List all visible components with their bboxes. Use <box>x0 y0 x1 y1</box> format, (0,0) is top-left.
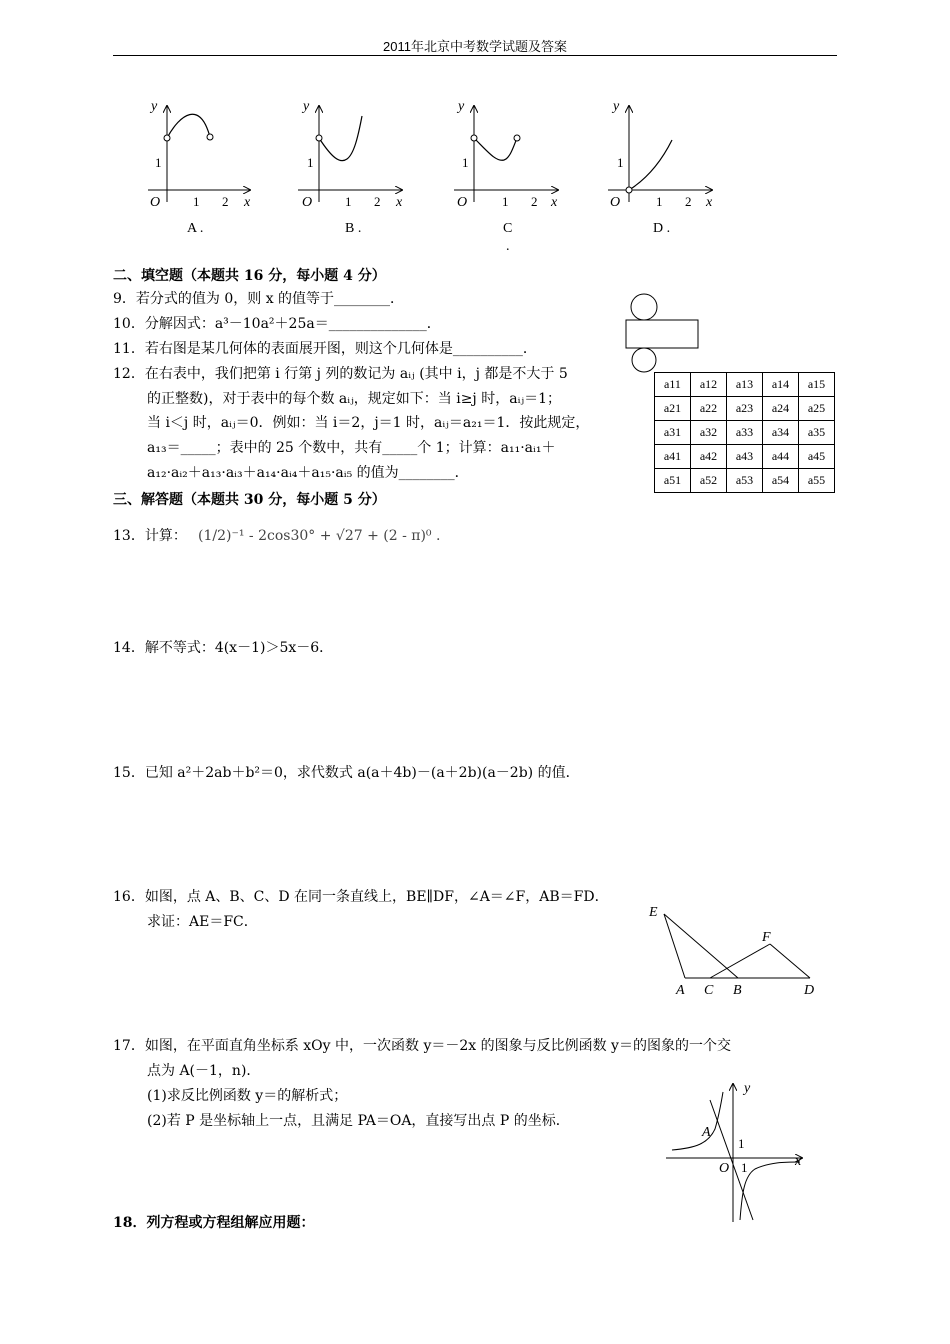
question-13-label: 13．计算： <box>113 528 187 544</box>
segment-fd <box>770 944 810 978</box>
matrix-cell: a43 <box>727 445 763 469</box>
axis-y: y <box>458 99 465 114</box>
origin: O <box>610 195 621 210</box>
graph-d <box>608 99 713 236</box>
point-a: A <box>702 1125 711 1140</box>
matrix-cell: a11 <box>655 373 691 397</box>
question-13-expression: (1/2)⁻¹ - 2cos30° + √27 + (2 - π)⁰ . <box>198 528 441 544</box>
matrix-cell: a51 <box>655 469 691 493</box>
question-12-line-1: 12．在右表中，我们把第 i 行第 j 列的数记为 aᵢⱼ (其中 i，j 都是不大于 5 <box>113 366 568 382</box>
axis-y: y <box>613 99 620 114</box>
option-label: D . <box>653 221 671 236</box>
question-15: 15．已知 a²＋2ab＋b²＝0，求代数式 a(a＋4b)－(a＋2b)(a－2b) 的值． <box>113 765 580 781</box>
tick-1: 1 <box>155 155 162 170</box>
graph-a <box>148 99 251 236</box>
tick-2: 2 <box>374 194 381 209</box>
header-rule <box>113 55 837 56</box>
question-17-line-2: 点为 A(－1，n)． <box>147 1063 261 1079</box>
origin: O <box>150 195 161 210</box>
matrix-cell: a31 <box>655 421 691 445</box>
page-header: 2011年北京中考数学试题及答案 <box>383 39 567 54</box>
axis-y: y <box>151 99 158 114</box>
matrix-cell: a32 <box>691 421 727 445</box>
matrix-row <box>655 469 835 493</box>
matrix-cell: a42 <box>691 445 727 469</box>
point-d: D <box>804 983 815 998</box>
matrix-cell: a55 <box>799 469 835 493</box>
tick-1: 1 <box>656 194 663 209</box>
option-label: B . <box>345 221 362 236</box>
matrix-cell: a34 <box>763 421 799 445</box>
question-16-line-1: 16．如图，点 A、B、C、D 在同一条直线上，BE∥DF，∠A＝∠F，AB＝FD． <box>113 889 609 905</box>
tick-1: 1 <box>462 155 469 170</box>
question-11: 11．若右图是某几何体的表面展开图，则这个几何体是__________． <box>113 341 537 357</box>
matrix-cell: a23 <box>727 397 763 421</box>
tick-1: 1 <box>741 1160 748 1175</box>
point-b: B <box>733 983 742 998</box>
point-f: F <box>762 930 771 945</box>
question-9: 9．若分式的值为 0，则 x 的值等于________． <box>113 291 405 307</box>
matrix-cell: a13 <box>727 373 763 397</box>
origin: O <box>302 195 313 210</box>
matrix-row <box>655 373 835 397</box>
question-12-line-4: a₁₃＝_____；表中的 25 个数中，共有_____个 1；计算：a₁₁·aᵢ₁＋ <box>147 440 556 456</box>
tick-2: 2 <box>685 194 692 209</box>
graph-c <box>454 99 558 252</box>
matrix-cell: a24 <box>763 397 799 421</box>
tick-1: 1 <box>307 155 314 170</box>
option-label: C <box>503 221 513 236</box>
question-12-line-2: 的正整数)，对于表中的每个数 aᵢⱼ，规定如下：当 i≥j 时，aᵢⱼ＝1； <box>147 391 561 407</box>
axis-y: y <box>744 1081 751 1096</box>
matrix-cell: a33 <box>727 421 763 445</box>
matrix-table <box>654 372 835 493</box>
tick-1: 1 <box>502 194 509 209</box>
matrix-row <box>655 421 835 445</box>
matrix-cell: a52 <box>691 469 727 493</box>
matrix-cell: a15 <box>799 373 835 397</box>
matrix-cell: a45 <box>799 445 835 469</box>
tick-2: 2 <box>531 194 538 209</box>
tick-1: 1 <box>193 194 200 209</box>
question-17-part-1: (1)求反比例函数 y＝的解析式； <box>147 1088 348 1104</box>
point-a: A <box>676 983 685 998</box>
option-label-dot: . <box>506 239 510 252</box>
point-c: C <box>704 983 714 998</box>
origin: O <box>457 195 468 210</box>
question-12-line-5: a₁₂·aᵢ₂＋a₁₃·aᵢ₃＋a₁₄·aᵢ₄＋a₁₅·aᵢ₅ 的值为________． <box>147 465 469 481</box>
cylinder-net-figure <box>622 292 704 374</box>
tick-1: 1 <box>617 155 624 170</box>
tick-1: 1 <box>738 1136 745 1151</box>
graph-b <box>298 99 403 236</box>
section-3-heading: 三、解答题（本题共 30 分，每小题 5 分） <box>113 492 386 508</box>
origin: O <box>719 1161 730 1176</box>
figure-16 <box>640 898 830 1002</box>
axis-x: x <box>706 195 713 210</box>
matrix-cell: a14 <box>763 373 799 397</box>
matrix-cell: a53 <box>727 469 763 493</box>
matrix-row <box>655 445 835 469</box>
question-17-line-1: 17．如图，在平面直角坐标系 xOy 中，一次函数 y＝－2x 的图象与反比例函数 y＝的图象的一个交 <box>113 1038 731 1054</box>
axis-x: x <box>551 195 558 210</box>
tick-1: 1 <box>345 194 352 209</box>
question-12-line-3: 当 i＜j 时，aᵢⱼ＝0．例如：当 i＝2，j＝1 时，aᵢⱼ＝a₂₁＝1．按此规定， <box>147 415 590 431</box>
axis-x: x <box>396 195 403 210</box>
axis-x: x <box>244 195 251 210</box>
matrix-row <box>655 397 835 421</box>
matrix-cell: a35 <box>799 421 835 445</box>
matrix-cell: a12 <box>691 373 727 397</box>
question-17-part-2: (2)若 P 是坐标轴上一点，且满足 PA＝OA，直接写出点 P 的坐标． <box>147 1113 570 1129</box>
matrix-cell: a41 <box>655 445 691 469</box>
axis-y: y <box>303 99 310 114</box>
matrix-cell: a25 <box>799 397 835 421</box>
question-16-line-2: 求证：AE＝FC． <box>147 914 258 930</box>
option-graphs <box>140 92 730 252</box>
section-2-heading: 二、填空题（本题共 16 分，每小题 4 分） <box>113 268 386 284</box>
matrix-cell: a22 <box>691 397 727 421</box>
matrix-cell: a44 <box>763 445 799 469</box>
question-18: 18．列方程或方程组解应用题： <box>113 1215 315 1231</box>
option-label: A . <box>187 221 204 236</box>
tick-2: 2 <box>222 194 229 209</box>
question-14: 14．解不等式：4(x－1)＞5x－6． <box>113 640 334 656</box>
matrix-cell: a21 <box>655 397 691 421</box>
point-e: E <box>649 905 658 920</box>
axis-x: x <box>795 1154 802 1169</box>
figure-17 <box>660 1074 820 1226</box>
matrix-cell: a54 <box>763 469 799 493</box>
question-10: 10．分解因式：a³－10a²＋25a＝______________． <box>113 316 441 332</box>
